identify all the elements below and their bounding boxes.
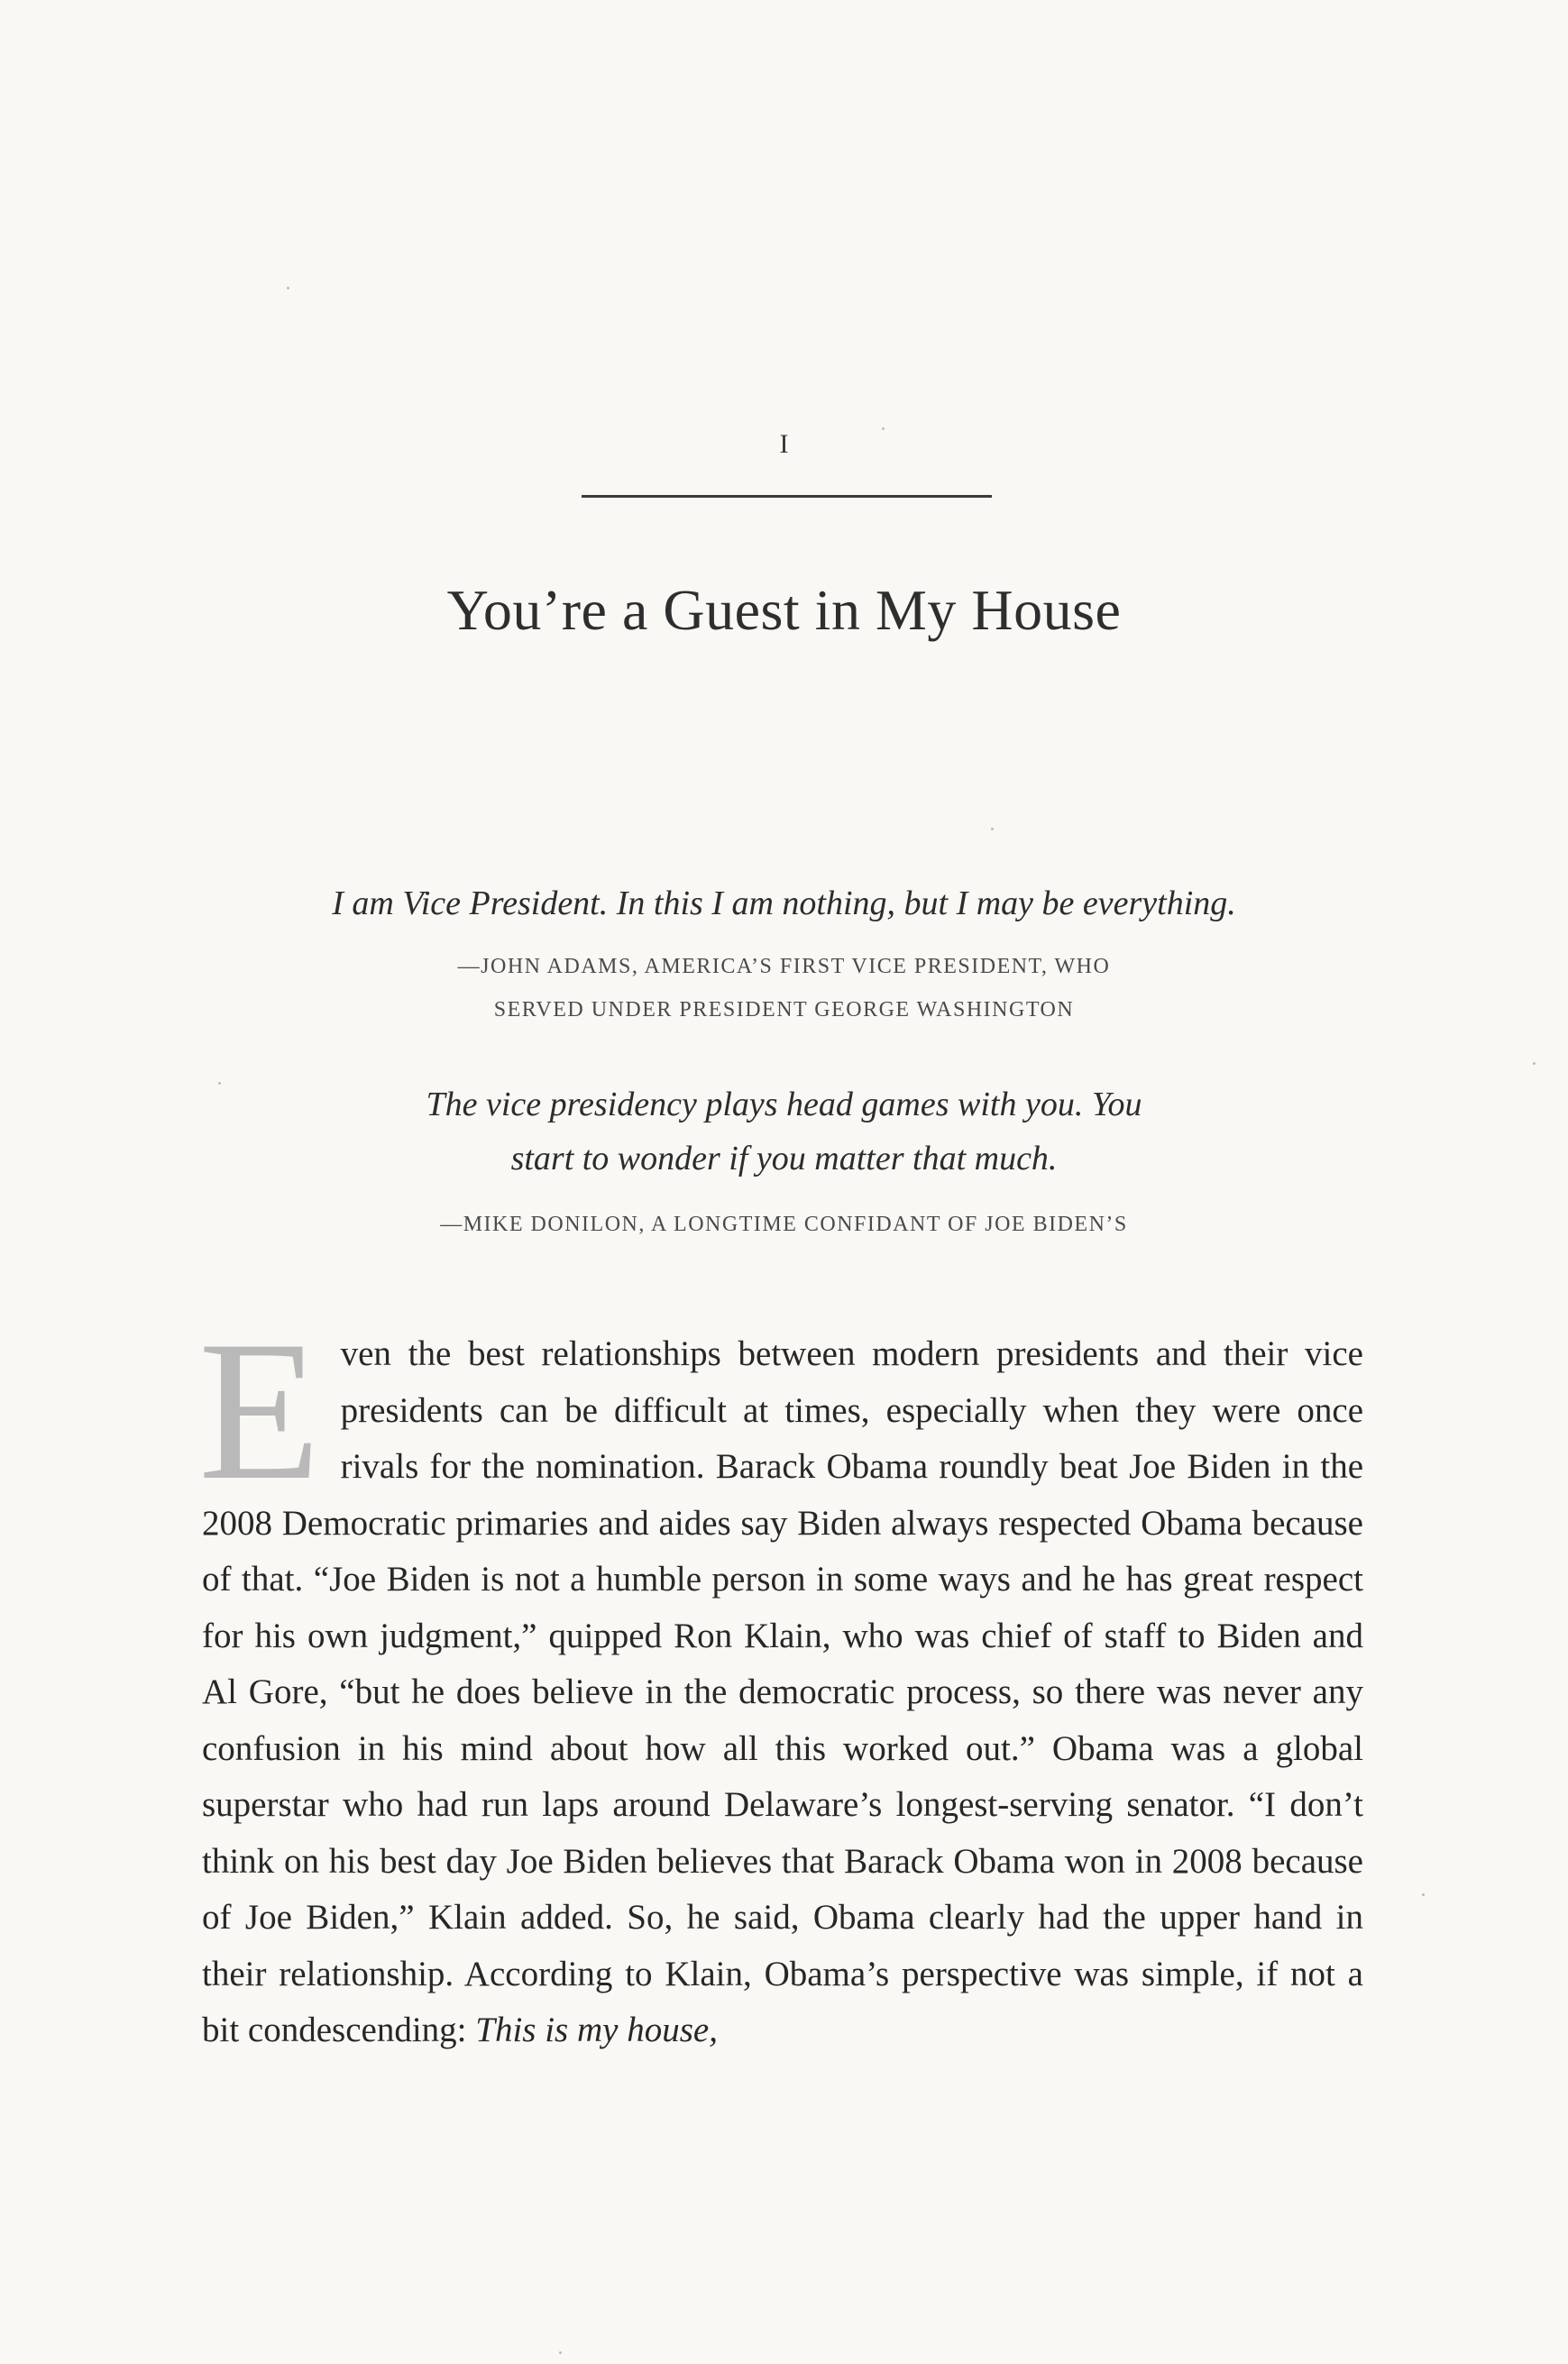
attribution-line: —MIKE DONILON, A LONGTIME CONFIDANT OF JOE BIDEN’S: [440, 1213, 1128, 1236]
paragraph-text: ven the best relationships between modern presidents and their vice presidents can be difficult at times, especially when they were once rivals for the nomination. Barack Obama roundly beat Joe Biden in the 2008 Democratic primaries and aides say Biden always respected Obama because of that. “Joe Biden is not a humble person in some ways and he has great respect for his own judgment,” quipped Ron Klain, who was chief of staff to Biden and Al Gore, “but he does believe in the democratic process, so there was never any confusion in his mind about how all this worked out.” Obama was a global superstar who had run laps around Delaware’s longest-serving senator. “I don’t think on his best day Joe Biden believes that Barack Obama won in 2008 because of Joe Biden,” Klain added. So, he said, Obama clearly had the upper hand in their relationship. According to Klain, Obama’s perspective was simple, if not a bit condescending:: [202, 1334, 1363, 2049]
epigraph-1-attribution: [0, 945, 1568, 1031]
epigraph-line: start to wonder if you matter that much.: [510, 1140, 1058, 1177]
paragraph-italic-ending: This is my house,: [475, 2011, 718, 2049]
paper-speck: [1533, 1062, 1536, 1065]
paper-speck: [882, 427, 885, 430]
chapter-rule: [582, 495, 992, 498]
epigraph-1-quote: [0, 876, 1568, 930]
paper-speck: [287, 287, 289, 289]
drop-cap: E: [198, 1300, 321, 1522]
body-paragraph: [198, 1300, 1363, 2059]
paper-speck: [991, 828, 994, 830]
chapter-title: You’re a Guest in My House: [446, 578, 1122, 642]
epigraph-2-quote: [0, 1077, 1568, 1186]
epigraph-line: The vice presidency plays head games with you. You: [426, 1086, 1142, 1123]
paper-speck: [1422, 1893, 1425, 1896]
epigraph-line: I am Vice President. In this I am nothing, but I may be everything.: [332, 884, 1236, 922]
epigraph-2-attribution: [0, 1203, 1568, 1246]
attribution-line: —JOHN ADAMS, AMERICA’S FIRST VICE PRESIDENT, WHO: [457, 955, 1111, 978]
attribution-line: SERVED UNDER PRESIDENT GEORGE WASHINGTON: [493, 998, 1075, 1022]
chapter-number: I: [779, 429, 789, 459]
paper-speck: [218, 1082, 221, 1085]
paper-speck: [559, 2351, 562, 2354]
